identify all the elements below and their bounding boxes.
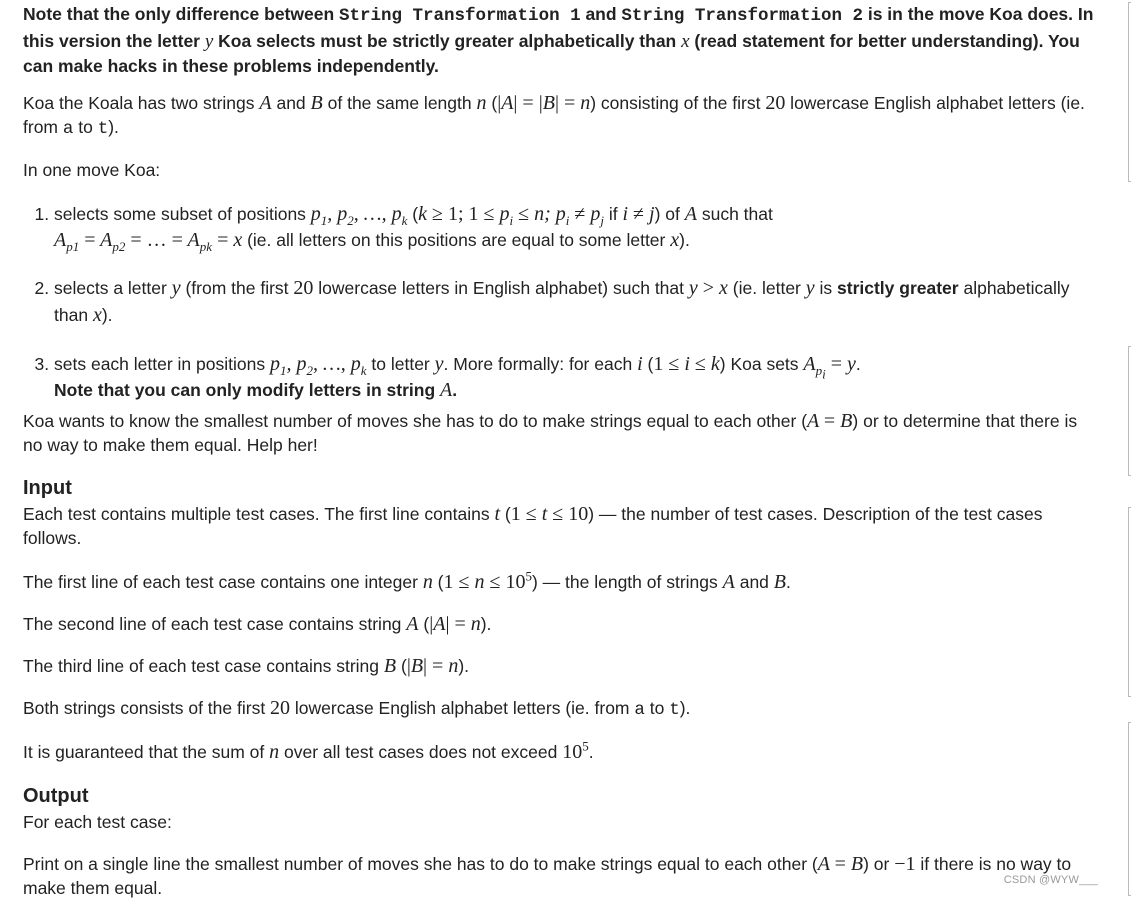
intro-paragraph <box>23 91 1103 141</box>
math-B-len: |B| = n <box>406 655 459 677</box>
text: lowercase English alphabet letters (ie. from <box>290 698 635 718</box>
code-t: t <box>669 700 680 720</box>
text: sets each letter in positions <box>54 354 270 374</box>
code-t: t <box>97 119 109 139</box>
text: ( <box>500 504 511 524</box>
math-y: y <box>204 30 214 52</box>
math-positions: $p_1$, $p_2$, …, $p_k$ <box>269 353 367 378</box>
math-n: n <box>269 741 280 763</box>
text: . <box>786 572 791 592</box>
text: over all test cases does not exceed <box>279 742 563 762</box>
input-paragraph-5 <box>23 696 690 722</box>
text: to <box>644 698 670 718</box>
math-y: y <box>171 277 181 299</box>
text: Both strings consists of the first <box>23 698 271 718</box>
input-paragraph-1 <box>23 502 1098 550</box>
math-y-gt-x: y > x <box>688 277 728 299</box>
text: . <box>588 742 594 762</box>
text: Koa wants to know the smallest number of moves she has to do to make strings equal to each other ( <box>23 411 808 431</box>
text: ). <box>458 656 470 676</box>
math-i-ne-j: i ≠ j <box>622 203 655 225</box>
text: The second line of each test case contains string <box>23 614 407 634</box>
code-problem-1: String Transformation 1 <box>339 6 581 26</box>
text: ) or <box>863 854 895 874</box>
input-paragraph-2 <box>23 570 791 594</box>
step-1 <box>54 201 1104 253</box>
math-constraints: k ≥ 1; $1 \le p_i \le n$; $p_i \ne p_j$ <box>418 203 604 228</box>
text: and <box>271 93 311 113</box>
text: . <box>855 354 861 374</box>
math-20: 20 <box>765 92 786 114</box>
text: Note that you can only modify letters in string <box>54 380 441 400</box>
math-y: y <box>434 353 444 375</box>
math-A: A <box>406 613 419 635</box>
math-x: x <box>681 30 690 52</box>
math-B: B <box>310 92 323 114</box>
math-A: A <box>722 571 735 593</box>
step-2 <box>54 275 1104 329</box>
text: if <box>604 204 623 224</box>
watermark: CSDN @WYW___ <box>1003 874 1098 886</box>
math-length-eq: |A| = |B| = n <box>497 92 591 114</box>
text: Koa selects must be strictly greater alphabetically than <box>213 30 682 51</box>
text: selects some subset of positions <box>54 204 311 224</box>
output-paragraph-1: For each test case: <box>23 812 172 832</box>
text: Koa the Koala has two strings <box>23 93 260 113</box>
math-A-len: |A| = n <box>429 613 481 635</box>
scroll-edge-divider <box>1128 346 1129 476</box>
text: The third line of each test case contains string <box>23 656 384 676</box>
math-A: A <box>259 92 272 114</box>
text: selects a letter <box>54 278 172 298</box>
text: (ie. letter <box>727 278 806 298</box>
math-n: n <box>476 92 487 114</box>
code-a: a <box>634 700 645 720</box>
text: ). <box>679 698 691 718</box>
math-sum-limit: $10^5$ <box>562 738 589 763</box>
emphasis-note <box>54 380 457 400</box>
emphasis: strictly greater <box>837 278 959 298</box>
math-n-range: $1 \le n \le 10^5$ <box>443 568 532 593</box>
input-heading: Input <box>23 477 72 499</box>
math-minus-one: −1 <box>894 853 916 875</box>
input-paragraph-3 <box>23 612 491 636</box>
math-i: i <box>637 353 643 375</box>
text: (read statement for better understanding). You can make hacks in these problems independently. <box>23 30 1080 76</box>
text: It is guaranteed that the sum of <box>23 742 270 762</box>
input-paragraph-4 <box>23 654 469 678</box>
text: such that <box>696 204 773 224</box>
text: . More formally: for each <box>443 354 638 374</box>
text: (ie. all letters on this positions are equal to some letter <box>242 230 671 250</box>
one-move-label: In one move Koa: <box>23 160 161 180</box>
text: Each test contains multiple test cases. The first line contains <box>23 504 495 524</box>
output-paragraph-2 <box>23 852 1098 900</box>
text: ) — the number of test cases. Description of the test cases follows. <box>23 504 1043 548</box>
text: ( <box>407 204 419 224</box>
text: The first line of each test case contains one integer <box>23 572 423 592</box>
text: if there is no way to make them equal. <box>23 854 1072 898</box>
text: ) consisting of the first <box>590 93 766 113</box>
math-i-range: 1 ≤ i ≤ k <box>653 353 720 375</box>
math-20: 20 <box>270 697 291 719</box>
text: ) — the length of strings <box>531 572 723 592</box>
text: ( <box>642 354 654 374</box>
code-problem-2: String Transformation 2 <box>621 6 863 26</box>
text: ( <box>486 93 498 113</box>
text: ) or to determine that there is no way to make them equal. Help her! <box>23 411 1078 455</box>
math-B: B <box>383 655 397 677</box>
version-note <box>23 2 1103 79</box>
math-x: x <box>92 304 102 326</box>
text: Print on a single line the smallest number of moves she has to do to make strings equal to each other ( <box>23 854 818 874</box>
text: lowercase English alphabet letters (ie. from <box>23 93 1085 137</box>
input-paragraph-6 <box>23 740 594 764</box>
text: to letter <box>366 354 435 374</box>
math-assign: $A_{p_i} = y$ <box>803 353 856 382</box>
text: and <box>580 4 622 24</box>
text: of the same length <box>322 93 477 113</box>
math-equal-letters: $A_{p1} = A_{p2}$ = … = $A_{pk} = x$ <box>54 229 243 254</box>
math-y: y <box>805 277 815 299</box>
math-positions: $p_1$, $p_2$, …, $p_k$ <box>310 203 408 228</box>
text: alphabetically than <box>54 278 1070 325</box>
math-n: n <box>422 571 433 593</box>
text: ). <box>108 117 119 137</box>
text: is in the move Koa does. In this version the letter <box>23 4 1094 51</box>
math-B: B <box>773 571 787 593</box>
text: and <box>734 572 774 592</box>
math-t: t <box>494 503 500 525</box>
text: ). <box>679 230 690 250</box>
math-20: 20 <box>293 277 314 299</box>
text: ( <box>396 656 407 676</box>
math-A: A <box>684 203 697 225</box>
code-a: a <box>62 119 74 139</box>
step-3 <box>54 351 1104 403</box>
text: ) of <box>654 204 685 224</box>
text: Note that the only difference between <box>23 4 340 24</box>
goal-paragraph <box>23 409 1098 457</box>
scroll-edge-divider <box>1128 2 1129 182</box>
text: ). <box>480 614 492 634</box>
math-A-eq-B: A = B <box>807 410 853 432</box>
text: to <box>73 117 98 137</box>
text: ( <box>432 572 444 592</box>
text: ) Koa sets <box>719 354 804 374</box>
text: (from the first <box>180 278 294 298</box>
text: ). <box>101 305 113 325</box>
text: is <box>814 278 838 298</box>
math-A: A <box>440 379 453 401</box>
output-heading: Output <box>23 785 89 807</box>
math-A-eq-B: A = B <box>817 853 864 875</box>
text: ( <box>418 614 430 634</box>
math-t-range: 1 ≤ t ≤ 10 <box>510 503 589 525</box>
scroll-edge-divider <box>1128 722 1129 896</box>
scroll-edge-divider <box>1128 507 1129 697</box>
math-x: x <box>670 229 680 251</box>
move-steps-list <box>23 201 1104 425</box>
text: lowercase letters in English alphabet) such that <box>313 278 689 298</box>
text: . <box>452 380 458 400</box>
